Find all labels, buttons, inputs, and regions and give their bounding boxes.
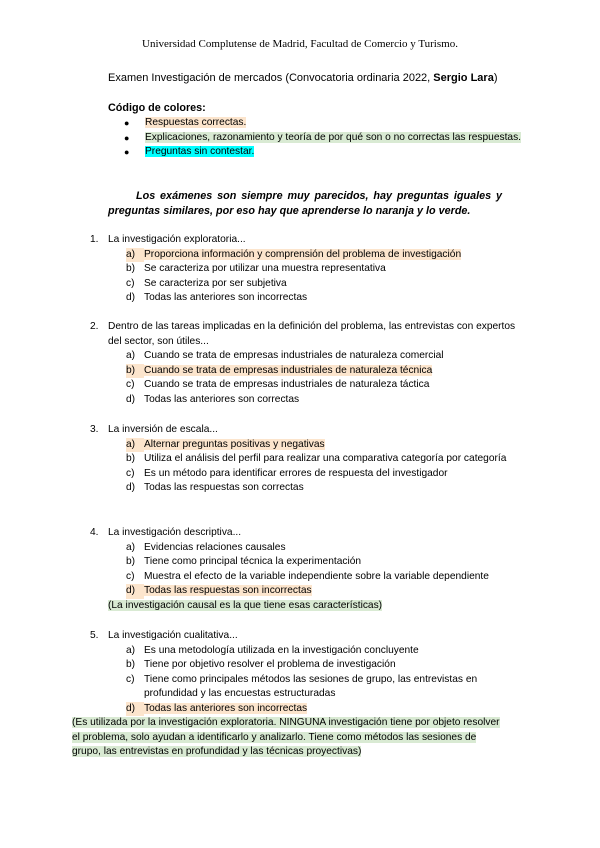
question-stem: La inversión de escala... — [108, 424, 218, 435]
question-number: 1. — [90, 234, 99, 245]
legend-item-unanswered — [124, 145, 524, 160]
option-letter: c) — [126, 467, 135, 479]
option-text: Tiene por objetivo resolver el problema de investigación — [144, 659, 396, 670]
question-number: 3. — [90, 424, 99, 435]
option-text: Todas las anteriores son incorrectas — [144, 702, 308, 714]
option-letter: d) — [126, 584, 144, 599]
option-text: Proporciona información y comprensión del problema de investigación — [144, 248, 462, 260]
option-text: Cuando se trata de empresas industriales de naturaleza técnica — [144, 364, 433, 376]
legend-text: Respuestas correctas. — [145, 117, 247, 128]
title-author: Sergio Lara — [433, 72, 494, 84]
title-prefix: Examen Investigación de mercados (Convocatoria ordinaria 2022, — [108, 72, 434, 84]
legend-text: Explicaciones, razonamiento y teoría de por qué son o no correctas las respuestas. — [145, 131, 522, 143]
option-text: Es una metodología utilizada en la investigación concluyente — [144, 644, 419, 656]
option-letter: b) — [126, 263, 136, 274]
option-letter: a) — [126, 350, 136, 361]
option-letter: d) — [126, 482, 136, 493]
option-text: Todas las respuestas son correctas — [144, 482, 304, 493]
option-letter: d) — [126, 702, 144, 717]
question-3 — [90, 423, 530, 496]
bullet-icon: ● — [124, 147, 130, 157]
color-legend — [124, 116, 524, 160]
question-stem: Dentro de las tareas implicadas en la definición del problema, las entrevistas con expertos del sector, son útiles... — [108, 321, 516, 347]
legend-item-correct — [124, 116, 524, 131]
question-stem: La investigación descriptiva... — [108, 527, 242, 538]
option-letter: c) — [126, 673, 135, 685]
page-header: Universidad Complutense de Madrid, Facultad de Comercio y Turismo. — [142, 38, 458, 50]
question-number: 5. — [90, 630, 99, 641]
option-letter: d) — [126, 292, 136, 303]
option-text: Cuando se trata de empresas industriales de naturaleza táctica — [144, 379, 430, 390]
option-text: Cuando se trata de empresas industriales de naturaleza comercial — [144, 350, 444, 361]
question-stem: La investigación exploratoria... — [108, 234, 246, 245]
option-text: Se caracteriza por ser subjetiva — [144, 277, 287, 289]
title-suffix: ) — [493, 72, 498, 84]
explanation-note: (La investigación causal es la que tiene esas características) — [108, 599, 383, 611]
legend-heading: Código de colores: — [108, 102, 206, 114]
option-letter: a) — [126, 438, 144, 453]
intro-paragraph — [108, 189, 502, 219]
option-letter: a) — [126, 644, 136, 656]
option-text: Tiene como principal técnica la experimentación — [144, 556, 362, 567]
option-letter: c) — [126, 379, 135, 390]
option-letter: b) — [126, 556, 136, 567]
option-text: Muestra el efecto de la variable independiente sobre la variable dependiente — [144, 570, 489, 582]
option-text: Todas las anteriores son correctas — [144, 393, 300, 405]
option-letter: a) — [126, 248, 144, 263]
intro-text: Los exámenes son siempre muy parecidos, hay preguntas iguales y preguntas similares, por eso hay que aprenderse lo naranja y lo verde. — [108, 190, 502, 217]
option-letter: c) — [126, 570, 135, 582]
option-text: Alternar preguntas positivas y negativas — [144, 438, 325, 450]
legend-text: Preguntas sin contestar. — [145, 146, 255, 157]
option-text: Todas las respuestas son incorrectas — [144, 585, 312, 596]
option-letter: b) — [126, 364, 144, 379]
exam-title — [108, 72, 498, 84]
option-text: Es un método para identificar errores de respuesta del investigador — [144, 467, 448, 479]
explanation-block — [72, 716, 502, 760]
option-text: Evidencias relaciones causales — [144, 541, 286, 553]
option-letter: b) — [126, 659, 136, 670]
legend-item-explanations — [124, 131, 524, 146]
option-letter: d) — [126, 393, 136, 405]
option-text: Se caracteriza por utilizar una muestra representativa — [144, 263, 386, 274]
bullet-icon: ● — [124, 132, 130, 143]
question-1 — [90, 233, 530, 306]
question-number: 4. — [90, 527, 99, 538]
question-stem: La investigación cualitativa... — [108, 630, 238, 641]
question-2 — [90, 320, 530, 407]
question-4 — [90, 526, 530, 613]
option-letter: c) — [126, 277, 135, 289]
question-number: 2. — [90, 321, 99, 332]
option-text: Tiene como principales métodos las sesiones de grupo, las entrevistas en profundidad y las encuestas estructuradas — [144, 673, 478, 699]
question-5 — [90, 629, 530, 716]
option-letter: b) — [126, 453, 136, 464]
option-text: Todas las anteriores son incorrectas — [144, 292, 308, 303]
option-letter: a) — [126, 541, 136, 553]
explanation-note: (Es utilizada por la investigación exploratoria. NINGUNA investigación tiene por objeto resolver el problema, solo ayudan a identificarlo y analizarlo. Tiene como métodos las sesiones de grupo, las entrevistas en profundidad y las técnicas proyectivas) — [72, 717, 500, 757]
bullet-icon: ● — [124, 118, 130, 128]
option-text: Utiliza el análisis del perfil para realizar una comparativa categoría por categoría — [144, 453, 507, 464]
